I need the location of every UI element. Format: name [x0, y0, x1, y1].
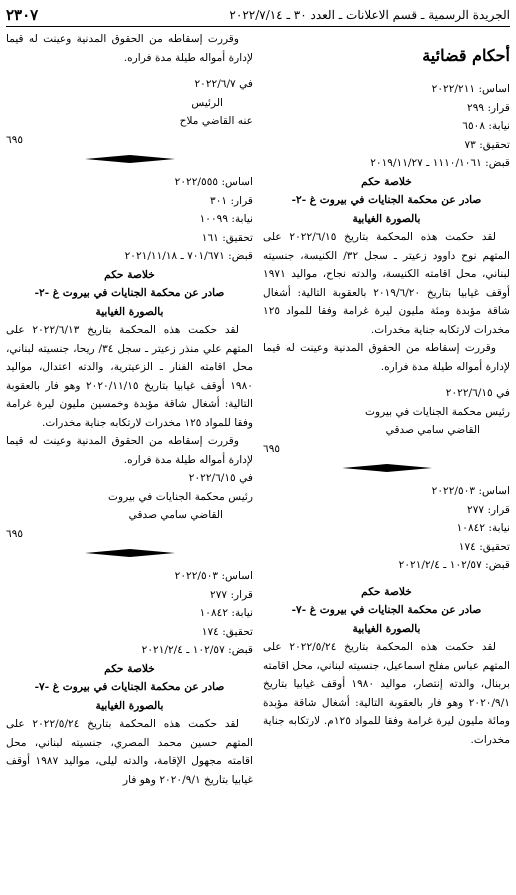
- judgment-decision: وقررت إسقاطه من الحقوق المدنية وعينت له قيما لإدارة أمواله طيلة مدة فراره.: [263, 342, 510, 373]
- reference-code: ٦٩٥: [263, 442, 281, 455]
- signature-date: في ٢٠٢٢/٦/٧: [194, 78, 253, 90]
- signature-date: في ٢٠٢٢/٦/١٥: [445, 387, 510, 399]
- case-asas: اساس: ٢٠٢٢/٥٥٥: [174, 176, 253, 188]
- case-tahqiq: تحقيق: ١٧٤: [458, 540, 510, 553]
- case-niyaba: نيابة: ١٠٨٤٢: [199, 607, 253, 619]
- case-asas: اساس: ٢٠٢٢/٢١١: [431, 83, 510, 95]
- case-qarar: قرار: ٢٩٩: [467, 101, 510, 114]
- judgment-decision: وقررت إسقاطه من الحقوق المدنية وعينت له قيما لإدارة أمواله طيلة مدة فراره.: [6, 33, 253, 64]
- case-qabd: قبض: ١٠٢/٥٧ ـ ٢٠٢١/٢/٤: [141, 644, 253, 656]
- divider-ornament: [85, 549, 175, 557]
- summary-title: خلاصة حكم: [104, 662, 155, 675]
- court-name: صادر عن محكمة الجنايات في بيروت غ -٧-: [291, 604, 482, 616]
- judgment-body: لقد حكمت هذه المحكمة بتاريخ ٢٠٢٢/٥/٢٤ على المتهم حسين محمد المصري، جنسيته لبناني، محل اقامته مجهول الإقامة، والدته ليلى، مواليد ١٩٨٧ أوقف غيابيا بتاريخ ٢٠٢٠/٩/١ وهو فار: [6, 718, 253, 786]
- summary-title: خلاصة حكم: [361, 175, 412, 188]
- gazette-title: الجريدة الرسمية ـ قسم الاعلانات ـ العدد ٣٠ ـ ٢٠٢٢/٧/١٤: [229, 8, 510, 22]
- signer-name: عنه القاضي ملاح: [179, 115, 253, 127]
- case-niyaba: نيابة: ١٠٨٤٢: [456, 522, 510, 534]
- signature-date: في ٢٠٢٢/٦/١٥: [188, 472, 253, 484]
- case-asas: اساس: ٢٠٢٢/٥٠٣: [431, 485, 510, 497]
- page-number: ٢٣٠٧: [6, 6, 39, 24]
- summary-title: خلاصة حكم: [361, 585, 412, 598]
- case-tahqiq: تحقيق: ٧٣: [464, 138, 510, 151]
- judgment-form: بالصورة الغيابية: [352, 212, 421, 225]
- judgment-form: بالصورة الغيابية: [95, 699, 164, 712]
- left-column: [6, 30, 253, 789]
- case-niyaba: نيابة: ٦٥٠٨: [462, 120, 510, 132]
- page-header: [6, 4, 510, 27]
- signer-title: الرئيس: [191, 96, 223, 109]
- judgment-body: لقد حكمت هذه المحكمة بتاريخ ٢٠٢٢/٦/١٣ على المتهم علي منذر زعيتر ـ سجل ٣٤/ ريحا، جنسيته لبناني، محل اقامته الفنار ـ الزعيترية، والدته اعتدال، مواليد ١٩٨٠ أوقف غيابيا بتاريخ ٢٠٢٠/١١/١٥ وهو فار بالعقوبة التالية: أشغال شاقة مؤبدة وخمسين مليون ليرة غرامة وفقا للمواد ١٢٥ مخدرات لارتكابه جناية مخدرات.: [6, 324, 253, 429]
- case-qabd: قبض: ١١١٠/١٠٦١ ـ ٢٠١٩/١١/٢٧: [370, 157, 510, 169]
- signer-title: رئيس محكمة الجنايات في بيروت: [365, 405, 510, 418]
- case-qabd: قبض: ٧٠١/٦٧١ ـ ٢٠٢١/١١/١٨: [124, 250, 253, 262]
- judgment-decision: وقررت إسقاطه من الحقوق المدنية وعينت له قيما لإدارة أمواله طيلة مدة فراره.: [6, 435, 253, 466]
- case-qarar: قرار: ٣٠١: [210, 194, 253, 207]
- court-name: صادر عن محكمة الجنايات في بيروت غ -٢-: [291, 194, 482, 206]
- judgment-body: لقد حكمت هذه المحكمة بتاريخ ٢٠٢٢/٦/١٥ على المتهم نوح داوود زعيتر ـ سجل ٣٢/ الكنيسة، جنسيته لبناني، محل اقامته الكنيسة، والدته نجاح، مواليد ١٩٧١ أوقف غيابيا بتاريخ ٢٠١٩/٦/٢٠ بالعقوبة التالية: أشغال شاقة مؤبدة ومئة مليون ليرة غرامة وفقا للمواد ١٢٥ مخدرات لارتكابه جناية مخدرات.: [263, 231, 511, 336]
- case-qarar: قرار: ٢٧٧: [467, 503, 510, 516]
- signer-title: رئيس محكمة الجنايات في بيروت: [108, 490, 253, 503]
- section-title: أحكام قضائية: [422, 46, 510, 65]
- case-qarar: قرار: ٢٧٧: [210, 588, 253, 601]
- judgment-form: بالصورة الغيابية: [95, 305, 164, 318]
- case-qabd: قبض: ١٠٢/٥٧ ـ ٢٠٢١/٢/٤: [398, 559, 510, 571]
- court-name: صادر عن محكمة الجنايات في بيروت غ -٢-: [34, 287, 225, 299]
- right-column: [263, 30, 510, 749]
- signer-name: القاضي سامي صدقي: [128, 509, 223, 521]
- court-name: صادر عن محكمة الجنايات في بيروت غ -٧-: [34, 681, 225, 693]
- reference-code: ٦٩٥: [6, 133, 24, 146]
- case-niyaba: نيابة: ١٠٠٩٩: [199, 213, 253, 225]
- judgment-body: لقد حكمت هذه المحكمة بتاريخ ٢٠٢٢/٥/٢٤ على المتهم عباس مفلح اسماعيل، جنسيته لبناني، محل اقامته بربنال، والدته إنتصار، مواليد ١٩٨٠ أوقف غيابيا بتاريخ ٢٠٢٠/٩/١ وهو فار بالعقوبة التالية: أشغال شاقة مؤبدة ومائة مليون ليرة غرامة وفقا للمواد ١٢٥م. لارتكابه جناية مخدرات.: [263, 641, 511, 746]
- divider-ornament: [342, 464, 432, 472]
- signer-name: القاضي سامي صدقي: [385, 424, 480, 436]
- case-asas: اساس: ٢٠٢٢/٥٠٣: [174, 570, 253, 582]
- judgment-form: بالصورة الغيابية: [352, 622, 421, 635]
- case-tahqiq: تحقيق: ١٧٤: [201, 625, 253, 638]
- reference-code: ٦٩٥: [6, 527, 24, 540]
- summary-title: خلاصة حكم: [104, 268, 155, 281]
- case-tahqiq: تحقيق: ١٦١: [201, 231, 253, 244]
- divider-ornament: [85, 155, 175, 163]
